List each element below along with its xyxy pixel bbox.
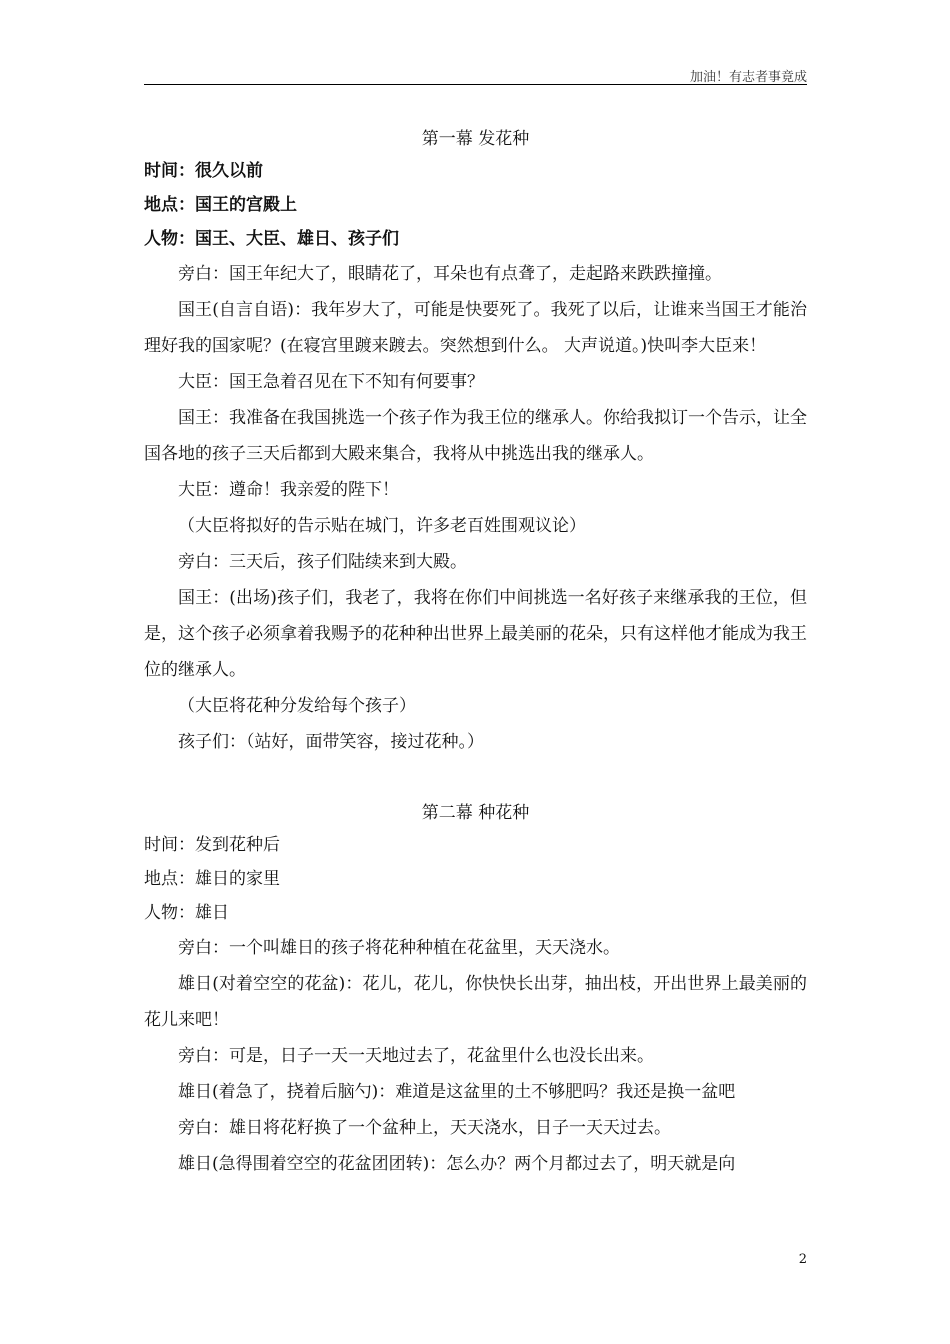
scene-1-line: （大臣将花种分发给每个孩子） (178, 696, 416, 716)
scene-2-line: 旁白：可是，日子一天一天地过去了，花盆里什么也没长出来。 (178, 1046, 654, 1066)
scene-1-line: 国王：(出场)孩子们，我老了，我将在你们中间挑选一名好孩子来继承我的王位，但是，这个孩子必须拿着我赐予的花种种出世界上最美丽的花朵，只有这样他才能成为我王位的继承人。 (144, 588, 807, 680)
scene-1-time: 时间：很久以前 (144, 161, 263, 181)
scene-2-line: 雄日(着急了，挠着后脑勺)：难道是这盆里的土不够肥吗？我还是换一盆吧 (178, 1082, 736, 1102)
scene-1-line: 国王：我准备在我国挑选一个孩子作为我王位的继承人。你给我拟订一个告示，让全国各地的孩子三天后都到大殿来集合，我将从中挑选出我的继承人。 (144, 408, 807, 464)
scene-1-place: 地点：国王的宫殿上 (144, 195, 297, 215)
page-number: 2 (798, 1252, 807, 1267)
scene-2-time: 时间：发到花种后 (144, 835, 280, 855)
scene-2-line: 旁白：一个叫雄日的孩子将花种种植在花盆里，天天浇水。 (178, 938, 620, 958)
document-body (144, 124, 807, 1182)
scene-1-characters: 人物：国王、大臣、雄日、孩子们 (144, 229, 399, 249)
page-header-text: 加油！有志者事竟成 (689, 70, 807, 85)
scene-1-line: 旁白：三天后，孩子们陆续来到大殿。 (178, 552, 467, 572)
scene-1-line: 大臣：遵命！我亲爱的陛下！ (178, 480, 399, 500)
scene-2-place: 地点：雄日的家里 (144, 869, 280, 889)
scene-1-line: （大臣将拟好的告示贴在城门，许多老百姓围观议论） (178, 516, 586, 536)
scene-1-line: 孩子们：（站好，面带笑容，接过花种。） (178, 732, 484, 752)
scene-1-line: 大臣：国王急着召见在下不知有何要事？ (178, 372, 484, 392)
header-rule (144, 84, 807, 85)
scene-2-line: 雄日(急得围着空空的花盆团团转)：怎么办？两个月都过去了，明天就是向 (178, 1154, 736, 1174)
scene-1-title: 第一幕 发花种 (421, 129, 530, 149)
scene-gap (144, 760, 807, 798)
scene-2-title: 第二幕 种花种 (421, 803, 530, 823)
scene-2-line: 旁白：雄日将花籽换了一个盆种上，天天浇水，日子一天天过去。 (178, 1118, 671, 1138)
scene-2-line: 雄日(对着空空的花盆)：花儿，花儿，你快快长出芽，抽出枝，开出世界上最美丽的花儿来吧！ (144, 974, 807, 1030)
scene-1-line: 旁白：国王年纪大了，眼睛花了，耳朵也有点聋了，走起路来跌跌撞撞。 (178, 264, 722, 284)
scene-1-line: 国王(自言自语)：我年岁大了，可能是快要死了。我死了以后，让谁来当国王才能治理好我的国家呢？(在寝宫里踱来踱去。突然想到什么。 大声说道。)快叫李大臣来！ (144, 300, 807, 356)
scene-2-characters: 人物：雄日 (144, 903, 229, 923)
